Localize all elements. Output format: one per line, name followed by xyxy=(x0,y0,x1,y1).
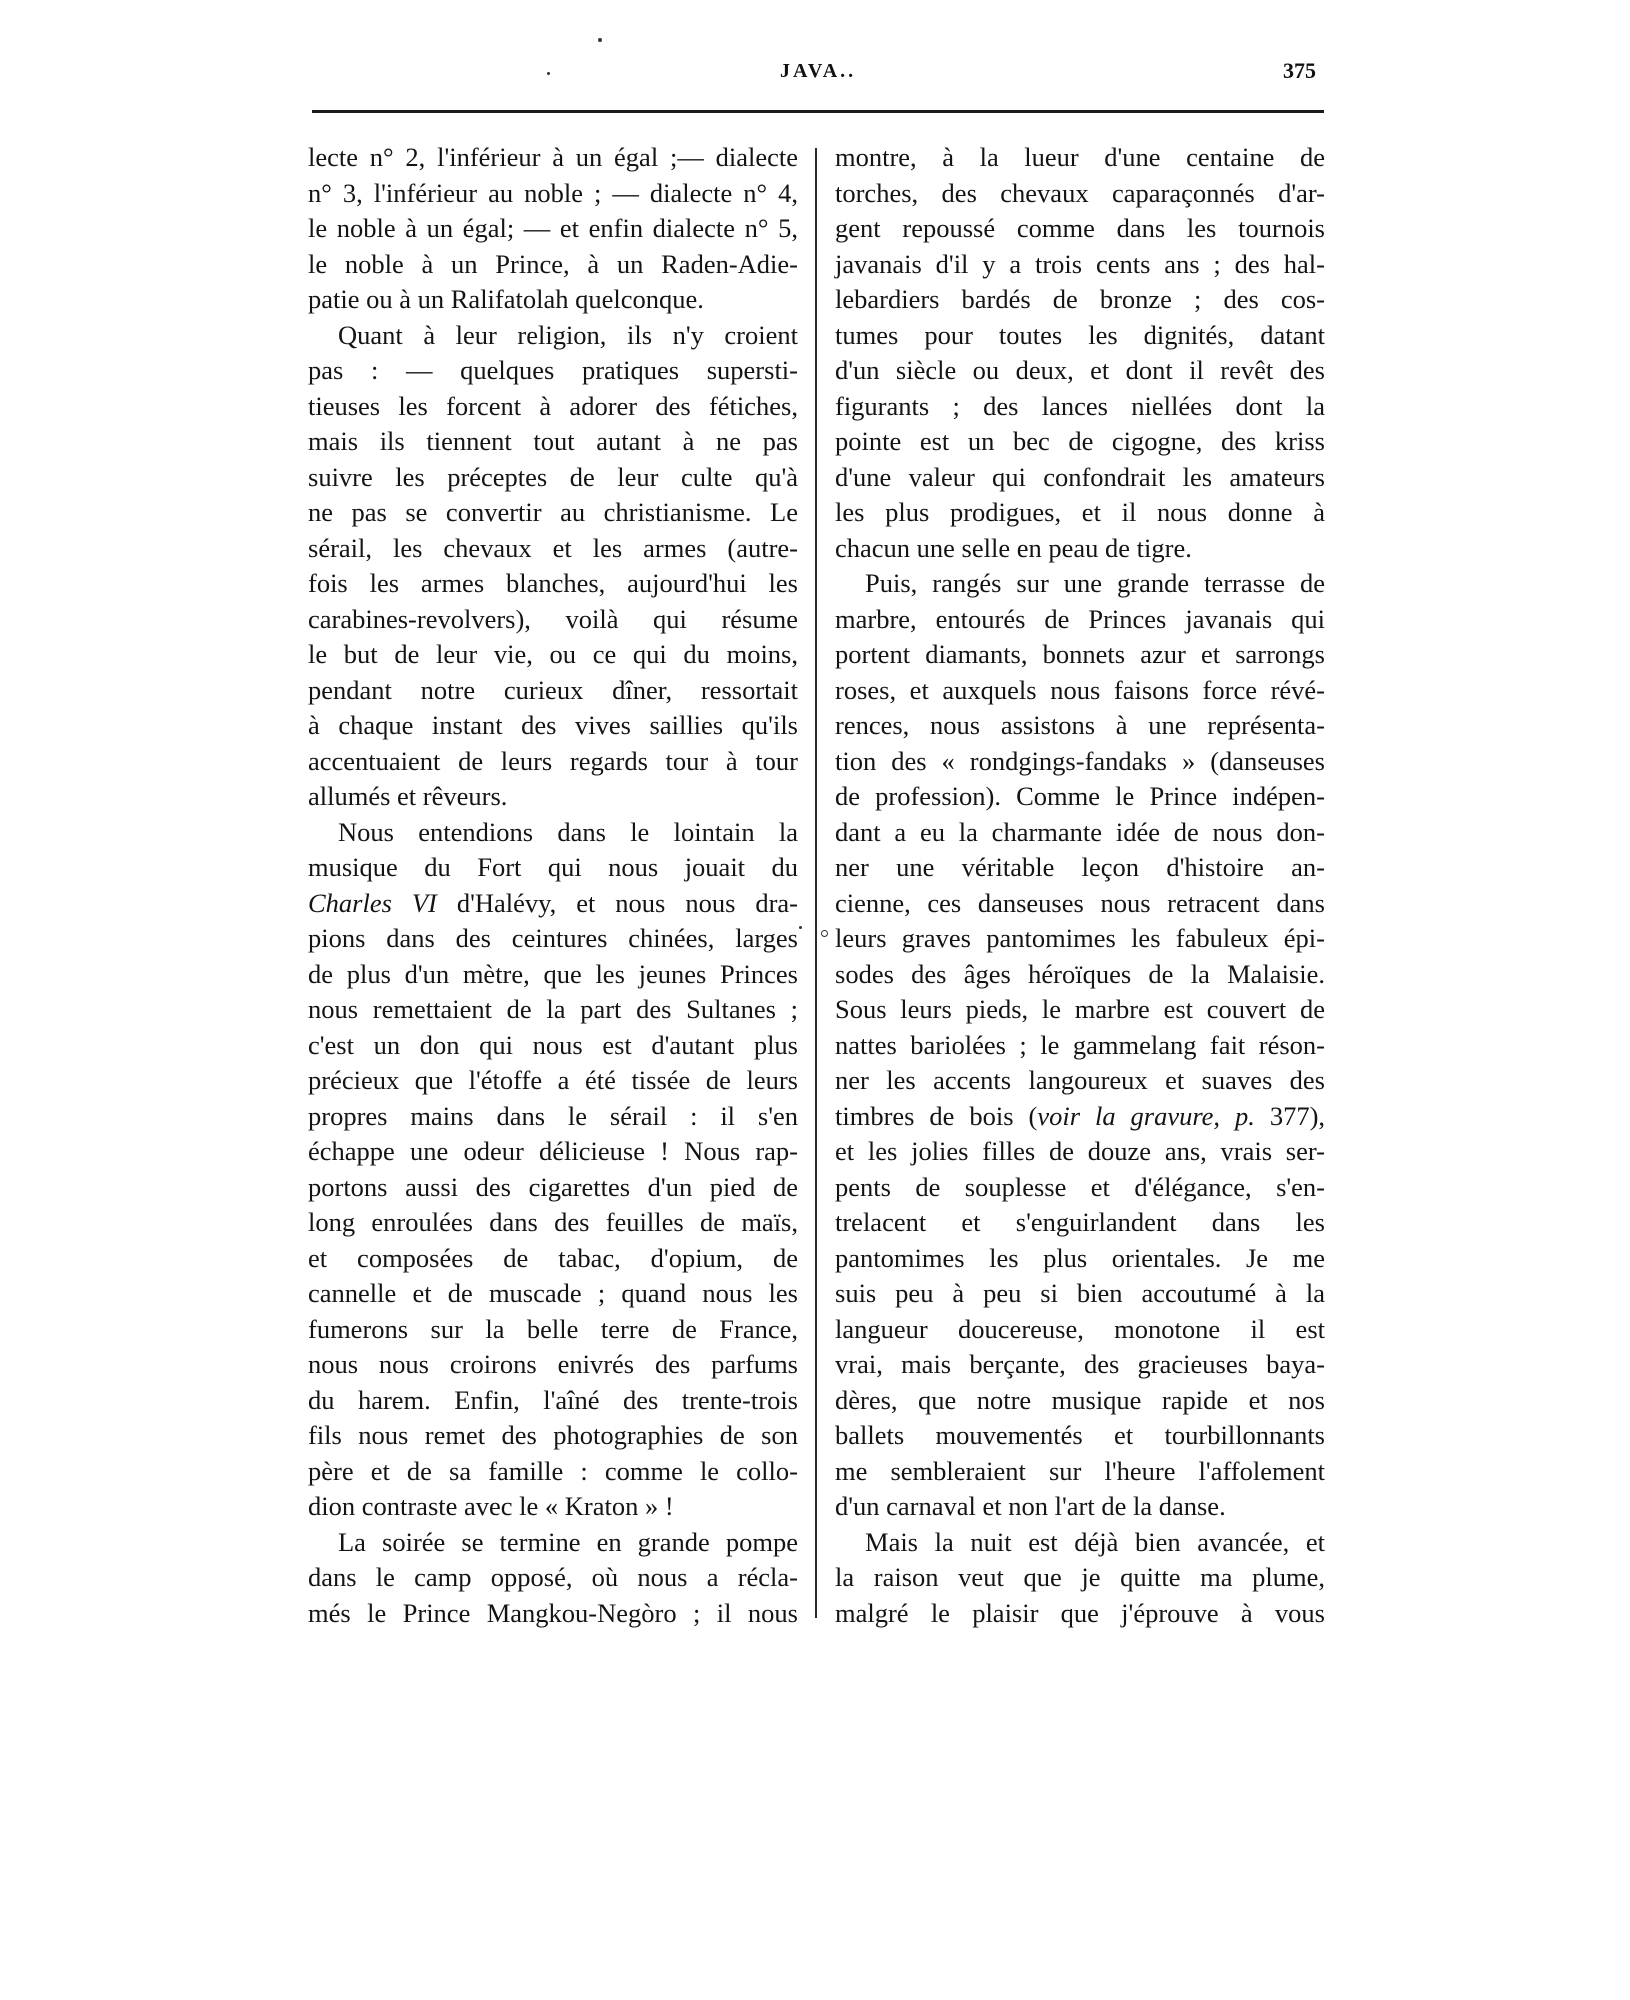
text-line: fois les armes blanches, aujourd'hui les xyxy=(308,568,798,598)
text-line: fumerons sur la belle terre de France, xyxy=(308,1313,798,1344)
text-line: et les jolies filles de douze ans, vrais ser- xyxy=(835,1136,1325,1166)
text-line: d'un siècle ou deux, et dont il revêt des xyxy=(835,355,1325,385)
running-title: JAVA.. xyxy=(780,60,857,82)
text-line: leurs graves pantomimes les fabuleux épi- xyxy=(835,923,1325,953)
scan-speck xyxy=(598,38,602,42)
text-line: dans le camp opposé, où nous a récla- xyxy=(308,1562,798,1592)
text-line: roses, et auxquels nous faisons force révé- xyxy=(835,674,1325,705)
text-line: sodes des âges héroïques de la Malaisie. xyxy=(835,958,1325,989)
text-line: javanais d'il y a trois cents ans ; des hal- xyxy=(835,248,1325,279)
text-line: nous nous croirons enivrés des parfums xyxy=(308,1349,798,1379)
text-line: nous remettaient de la part des Sultanes ; xyxy=(308,994,798,1024)
text-line: échappe une odeur délicieuse ! Nous rap- xyxy=(308,1136,798,1166)
text-line: figurants ; des lances niellées dont la xyxy=(835,390,1325,421)
scan-speck xyxy=(799,926,802,929)
text-line: pantomimes les plus orientales. Je me xyxy=(835,1242,1325,1273)
text-line: malgré le plaisir que j'éprouve à vous xyxy=(835,1597,1325,1628)
text-line: ner les accents langoureux et suaves des xyxy=(835,1065,1325,1095)
text-line: lecte n° 2, l'inférieur à un égal ;— dialecte xyxy=(308,142,798,172)
text-line: le but de leur vie, ou ce qui du moins, xyxy=(308,639,798,669)
text-line: long enroulées dans des feuilles de maïs, xyxy=(308,1207,798,1237)
text-line: pendant notre curieux dîner, ressortait xyxy=(308,674,798,705)
text-line: nattes bariolées ; le gammelang fait réson- xyxy=(835,1029,1325,1060)
text-line: et composées de tabac, d'opium, de xyxy=(308,1242,798,1273)
text-line: ne pas se convertir au christianisme. Le xyxy=(308,497,798,527)
text-line: dères, que notre musique rapide et nos xyxy=(835,1384,1325,1415)
right-column xyxy=(835,140,1325,1631)
text-line: pents de souplesse et d'élégance, s'en- xyxy=(835,1171,1325,1202)
text-line: suivre les préceptes de leur culte qu'à xyxy=(308,461,798,492)
text-line: rences, nous assistons à une représenta- xyxy=(835,710,1325,740)
text-line: mais ils tiennent tout autant à ne pas xyxy=(308,426,798,456)
page-number: 375 xyxy=(1283,58,1316,83)
text-line: tieuses les forcent à adorer des fétiches, xyxy=(308,390,798,421)
text-line: patie ou à un Ralifatolah quelconque. xyxy=(308,284,704,314)
text-line: Quant à leur religion, ils n'y croient xyxy=(338,319,798,350)
text-line: de plus d'un mètre, que les jeunes Princes xyxy=(308,958,798,989)
text-line: le noble à un Prince, à un Raden-Adie- xyxy=(308,248,798,279)
text-line: le noble à un égal; — et enfin dialecte n° 5, xyxy=(308,213,798,243)
text-line: les plus prodigues, et il nous donne à xyxy=(835,497,1325,527)
text-line: timbres de bois (voir la gravure, p. 377), xyxy=(835,1100,1326,1131)
text-line: la raison veut que je quitte ma plume, xyxy=(835,1562,1325,1592)
text-line: dion contraste avec le « Kraton » ! xyxy=(308,1491,674,1521)
text-line: Mais la nuit est déjà bien avancée, et xyxy=(865,1526,1325,1557)
text-line: père et de sa famille : comme le collo- xyxy=(308,1455,798,1486)
column-divider xyxy=(815,148,817,1618)
text-line: allumés et rêveurs. xyxy=(308,781,508,811)
text-line: trelacent et s'enguirlandent dans les xyxy=(835,1207,1325,1237)
text-line: n° 3, l'inférieur au noble ; — dialecte n° 4, xyxy=(308,177,798,208)
text-line: précieux que l'étoffe a été tissée de leurs xyxy=(308,1065,798,1095)
text-line: lebardiers bardés de bronze ; des cos- xyxy=(835,284,1325,314)
scan-speck xyxy=(821,930,828,937)
text-line: torches, des chevaux caparaçonnés d'ar- xyxy=(835,177,1325,208)
text-line: de profession). Comme le Prince indépen- xyxy=(835,781,1325,811)
header-rule xyxy=(312,110,1324,113)
left-column xyxy=(308,140,798,1631)
text-line: portent diamants, bonnets azur et sarrongs xyxy=(835,639,1325,669)
text-line: cannelle et de muscade ; quand nous les xyxy=(308,1278,798,1308)
text-line: marbre, entourés de Princes javanais qui xyxy=(835,603,1325,634)
text-line: montre, à la lueur d'une centaine de xyxy=(835,142,1325,172)
text-line: pions dans des ceintures chinées, larges xyxy=(308,923,798,953)
text-line: tion des « rondgings-fandaks » (danseuses xyxy=(835,745,1325,776)
text-line: langueur doucereuse, monotone il est xyxy=(835,1313,1325,1344)
text-line: pointe est un bec de cigogne, des kriss xyxy=(835,426,1325,456)
text-line: musique du Fort qui nous jouait du xyxy=(308,852,798,882)
text-line: Sous leurs pieds, le marbre est couvert de xyxy=(835,994,1325,1024)
text-line: portons aussi des cigarettes d'un pied de xyxy=(308,1171,798,1202)
text-line: à chaque instant des vives saillies qu'ils xyxy=(308,710,798,740)
text-line: suis peu à peu si bien accoutumé à la xyxy=(835,1278,1325,1308)
text-line: ballets mouvementés et tourbillonnants xyxy=(835,1420,1325,1450)
text-line: Puis, rangés sur une grande terrasse de xyxy=(865,568,1325,598)
text-line: gent repoussé comme dans les tournois xyxy=(835,213,1325,243)
text-line: du harem. Enfin, l'aîné des trente-trois xyxy=(308,1384,798,1415)
text-line: accentuaient de leurs regards tour à tour xyxy=(308,745,798,776)
text-line: pas : — quelques pratiques supersti- xyxy=(308,355,798,385)
text-line: tumes pour toutes les dignités, datant xyxy=(835,319,1325,350)
text-line: Nous entendions dans le lointain la xyxy=(338,816,798,847)
text-line: carabines-revolvers), voilà qui résume xyxy=(308,603,798,634)
text-line: propres mains dans le sérail : il s'en xyxy=(308,1100,798,1131)
text-line: me sembleraient sur l'heure l'affolement xyxy=(835,1455,1325,1486)
text-line: d'un carnaval et non l'art de la danse. xyxy=(835,1491,1226,1521)
text-line: dant a eu la charmante idée de nous don- xyxy=(835,816,1325,847)
text-line: fils nous remet des photographies de son xyxy=(308,1420,798,1450)
text-line: La soirée se termine en grande pompe xyxy=(338,1526,798,1557)
text-line: vrai, mais berçante, des gracieuses baya- xyxy=(835,1349,1325,1379)
scan-speck xyxy=(547,72,550,75)
text-line: c'est un don qui nous est d'autant plus xyxy=(308,1029,798,1060)
text-line: d'une valeur qui confondrait les amateurs xyxy=(835,461,1325,492)
text-line: sérail, les chevaux et les armes (autre- xyxy=(308,532,798,563)
text-line: cienne, ces danseuses nous retracent dans xyxy=(835,887,1325,918)
text-line: més le Prince Mangkou-Negòro ; il nous xyxy=(308,1597,798,1628)
text-line: ner une véritable leçon d'histoire an- xyxy=(835,852,1325,882)
text-line: Charles VI d'Halévy, et nous nous dra- xyxy=(308,887,798,918)
text-line: chacun une selle en peau de tigre. xyxy=(835,532,1192,563)
